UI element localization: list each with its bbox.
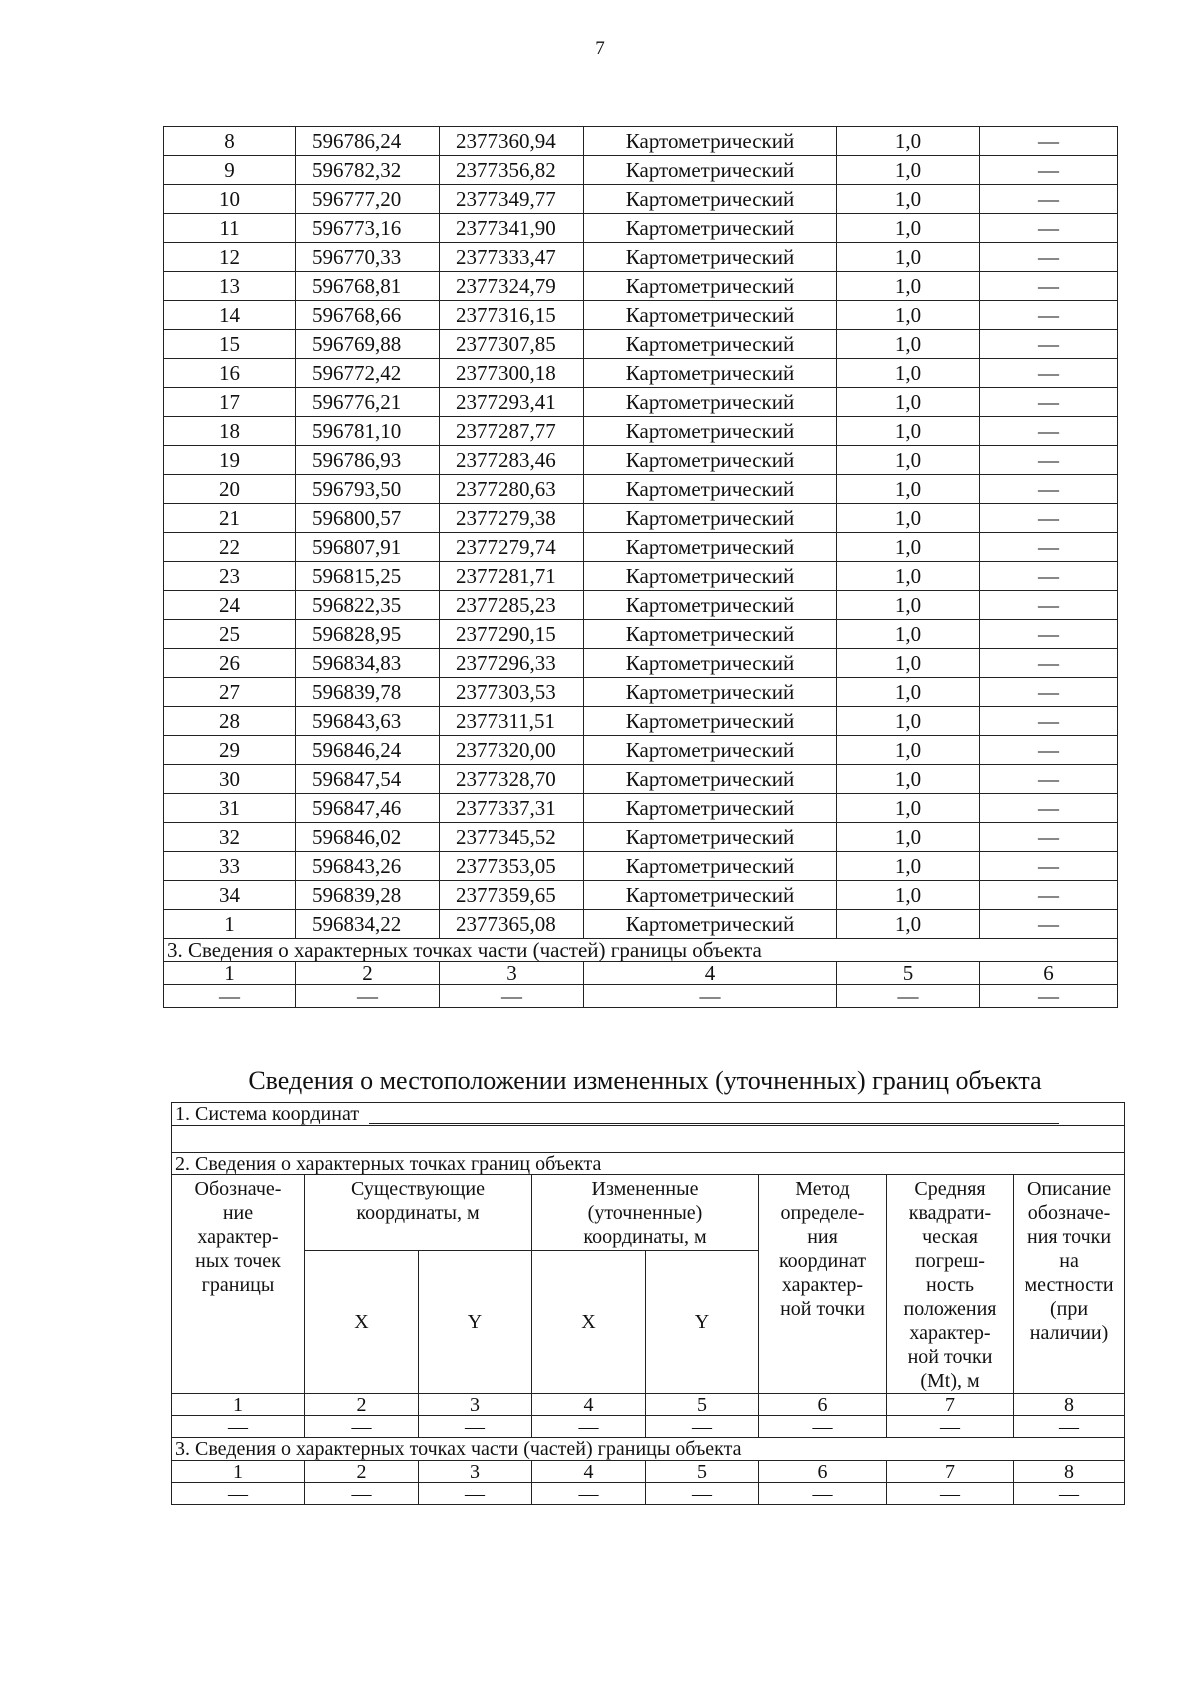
coord-y: 2377365,08 bbox=[440, 910, 584, 939]
point-number: 19 bbox=[164, 446, 296, 475]
description: — bbox=[980, 736, 1118, 765]
error-value: 1,0 bbox=[837, 388, 980, 417]
coord-y: 2377287,77 bbox=[440, 417, 584, 446]
point-number: 21 bbox=[164, 504, 296, 533]
description: — bbox=[980, 272, 1118, 301]
method: Картометрический bbox=[584, 765, 837, 794]
point-number: 32 bbox=[164, 823, 296, 852]
coord-y: 2377353,05 bbox=[440, 852, 584, 881]
table-row bbox=[164, 910, 1118, 939]
description: — bbox=[980, 214, 1118, 243]
column-number: 4 bbox=[532, 1394, 646, 1416]
table-row bbox=[164, 736, 1118, 765]
coord-x: 596843,63 bbox=[296, 707, 440, 736]
method: Картометрический bbox=[584, 620, 837, 649]
dash-cell: — bbox=[419, 1483, 532, 1505]
point-number: 20 bbox=[164, 475, 296, 504]
column-number: 2 bbox=[305, 1461, 419, 1483]
description: — bbox=[980, 243, 1118, 272]
coord-y: 2377328,70 bbox=[440, 765, 584, 794]
section3-title: 3. Сведения о характерных точках части (частей) границы объекта bbox=[164, 939, 1118, 962]
coord-x: 596847,46 bbox=[296, 794, 440, 823]
error-value: 1,0 bbox=[837, 562, 980, 591]
coord-x: 596822,35 bbox=[296, 591, 440, 620]
point-number: 22 bbox=[164, 533, 296, 562]
coord-y: 2377296,33 bbox=[440, 649, 584, 678]
method: Картометрический bbox=[584, 214, 837, 243]
section2-row bbox=[172, 1153, 1125, 1175]
error-value: 1,0 bbox=[837, 620, 980, 649]
description: — bbox=[980, 156, 1118, 185]
table-row bbox=[164, 301, 1118, 330]
error-value: 1,0 bbox=[837, 736, 980, 765]
changed-boundaries-table bbox=[171, 1102, 1125, 1505]
point-number: 15 bbox=[164, 330, 296, 359]
table-row bbox=[164, 794, 1118, 823]
description: — bbox=[980, 852, 1118, 881]
coord-y: 2377303,53 bbox=[440, 678, 584, 707]
coord-y: 2377360,94 bbox=[440, 127, 584, 156]
coord-x: 596815,25 bbox=[296, 562, 440, 591]
description: — bbox=[980, 707, 1118, 736]
dash-cell: — bbox=[1014, 1416, 1125, 1438]
dash-cell: — bbox=[759, 1416, 887, 1438]
column-number-row bbox=[164, 962, 1118, 985]
method: Картометрический bbox=[584, 272, 837, 301]
coord-x: 596782,32 bbox=[296, 156, 440, 185]
column-number: 5 bbox=[646, 1394, 759, 1416]
point-number: 8 bbox=[164, 127, 296, 156]
coord-y: 2377300,18 bbox=[440, 359, 584, 388]
error-value: 1,0 bbox=[837, 359, 980, 388]
section3-row bbox=[172, 1438, 1125, 1461]
coord-x: 596800,57 bbox=[296, 504, 440, 533]
coord-x: 596828,95 bbox=[296, 620, 440, 649]
coord-y: 2377349,77 bbox=[440, 185, 584, 214]
column-number: 6 bbox=[980, 962, 1118, 985]
description: — bbox=[980, 620, 1118, 649]
column-number: 6 bbox=[759, 1394, 887, 1416]
table-row bbox=[164, 678, 1118, 707]
point-number: 28 bbox=[164, 707, 296, 736]
error-value: 1,0 bbox=[837, 794, 980, 823]
point-number: 1 bbox=[164, 910, 296, 939]
error-value: 1,0 bbox=[837, 823, 980, 852]
point-number: 24 bbox=[164, 591, 296, 620]
header-method: Метод определе- ния координат характер- ной точки bbox=[759, 1175, 887, 1394]
coord-x: 596846,24 bbox=[296, 736, 440, 765]
point-number: 34 bbox=[164, 881, 296, 910]
point-number: 12 bbox=[164, 243, 296, 272]
table-row bbox=[164, 620, 1118, 649]
method: Картометрический bbox=[584, 678, 837, 707]
error-value: 1,0 bbox=[837, 678, 980, 707]
column-number: 3 bbox=[419, 1394, 532, 1416]
method: Картометрический bbox=[584, 591, 837, 620]
coord-system-row bbox=[172, 1103, 1125, 1126]
coord-y: 2377337,31 bbox=[440, 794, 584, 823]
description: — bbox=[980, 127, 1118, 156]
coord-x: 596839,78 bbox=[296, 678, 440, 707]
description: — bbox=[980, 330, 1118, 359]
method: Картометрический bbox=[584, 649, 837, 678]
coord-system-underline bbox=[369, 1107, 1059, 1124]
coord-y: 2377345,52 bbox=[440, 823, 584, 852]
coord-y: 2377341,90 bbox=[440, 214, 584, 243]
coord-y: 2377311,51 bbox=[440, 707, 584, 736]
column-number: 5 bbox=[837, 962, 980, 985]
description: — bbox=[980, 562, 1118, 591]
error-value: 1,0 bbox=[837, 765, 980, 794]
dash-cell: — bbox=[532, 1416, 646, 1438]
coord-x: 596843,26 bbox=[296, 852, 440, 881]
method: Картометрический bbox=[584, 736, 837, 765]
header-changed-coords: Измененные (уточненные) координаты, м bbox=[532, 1175, 759, 1251]
method: Картометрический bbox=[584, 156, 837, 185]
description: — bbox=[980, 823, 1118, 852]
error-value: 1,0 bbox=[837, 214, 980, 243]
method: Картометрический bbox=[584, 881, 837, 910]
table-row bbox=[164, 388, 1118, 417]
table-row bbox=[164, 504, 1118, 533]
dash-cell: — bbox=[887, 1483, 1014, 1505]
coord-x: 596768,66 bbox=[296, 301, 440, 330]
coord-x: 596773,16 bbox=[296, 214, 440, 243]
header-changed-x: X bbox=[532, 1251, 646, 1394]
method: Картометрический bbox=[584, 823, 837, 852]
description: — bbox=[980, 475, 1118, 504]
method: Картометрический bbox=[584, 533, 837, 562]
coord-y: 2377333,47 bbox=[440, 243, 584, 272]
error-value: 1,0 bbox=[837, 446, 980, 475]
dash-cell: — bbox=[419, 1416, 532, 1438]
empty-data-row bbox=[164, 985, 1118, 1008]
method: Картометрический bbox=[584, 446, 837, 475]
error-value: 1,0 bbox=[837, 591, 980, 620]
table-row bbox=[164, 127, 1118, 156]
dash-cell: — bbox=[296, 985, 440, 1008]
coord-system-cell bbox=[172, 1103, 1125, 1126]
table-row bbox=[164, 765, 1118, 794]
header-existing-x: X bbox=[305, 1251, 419, 1394]
table-row bbox=[164, 214, 1118, 243]
table-row bbox=[164, 243, 1118, 272]
column-number: 3 bbox=[419, 1461, 532, 1483]
page-number: 7 bbox=[595, 38, 605, 59]
description: — bbox=[980, 678, 1118, 707]
column-number: 3 bbox=[440, 962, 584, 985]
point-number: 29 bbox=[164, 736, 296, 765]
error-value: 1,0 bbox=[837, 533, 980, 562]
column-number: 8 bbox=[1014, 1394, 1125, 1416]
method: Картометрический bbox=[584, 417, 837, 446]
point-number: 14 bbox=[164, 301, 296, 330]
dash-cell: — bbox=[759, 1483, 887, 1505]
error-value: 1,0 bbox=[837, 852, 980, 881]
header-existing-y: Y bbox=[419, 1251, 532, 1394]
dash-cell: — bbox=[837, 985, 980, 1008]
table-row bbox=[164, 417, 1118, 446]
method: Картометрический bbox=[584, 910, 837, 939]
table-row bbox=[164, 562, 1118, 591]
error-value: 1,0 bbox=[837, 156, 980, 185]
column-number: 1 bbox=[172, 1461, 305, 1483]
method: Картометрический bbox=[584, 794, 837, 823]
method: Картометрический bbox=[584, 359, 837, 388]
column-number: 1 bbox=[172, 1394, 305, 1416]
header-error: Средняя квадрати- ческая погреш- ность положения характер- ной точки (Mt), м bbox=[887, 1175, 1014, 1394]
dash-cell: — bbox=[172, 1416, 305, 1438]
table-row bbox=[164, 446, 1118, 475]
coord-x: 596847,54 bbox=[296, 765, 440, 794]
coord-y: 2377293,41 bbox=[440, 388, 584, 417]
point-number: 33 bbox=[164, 852, 296, 881]
coord-x: 596781,10 bbox=[296, 417, 440, 446]
dash-cell: — bbox=[440, 985, 584, 1008]
point-number: 16 bbox=[164, 359, 296, 388]
dash-cell: — bbox=[887, 1416, 1014, 1438]
column-number: 8 bbox=[1014, 1461, 1125, 1483]
point-number: 30 bbox=[164, 765, 296, 794]
header-row bbox=[172, 1175, 1125, 1251]
header-existing-coords: Существующие координаты, м bbox=[305, 1175, 532, 1251]
table-row bbox=[164, 852, 1118, 881]
method: Картометрический bbox=[584, 562, 837, 591]
description: — bbox=[980, 881, 1118, 910]
coord-y: 2377283,46 bbox=[440, 446, 584, 475]
header-changed-y: Y bbox=[646, 1251, 759, 1394]
dash-cell: — bbox=[980, 985, 1118, 1008]
dash-cell: — bbox=[646, 1483, 759, 1505]
table-row bbox=[164, 649, 1118, 678]
method: Картометрический bbox=[584, 330, 837, 359]
point-number: 9 bbox=[164, 156, 296, 185]
coord-x: 596807,91 bbox=[296, 533, 440, 562]
coord-x: 596839,28 bbox=[296, 881, 440, 910]
point-number: 11 bbox=[164, 214, 296, 243]
coord-y: 2377281,71 bbox=[440, 562, 584, 591]
column-number: 7 bbox=[887, 1394, 1014, 1416]
method: Картометрический bbox=[584, 504, 837, 533]
dash-cell: — bbox=[532, 1483, 646, 1505]
table-row bbox=[164, 591, 1118, 620]
point-number: 27 bbox=[164, 678, 296, 707]
table-row bbox=[164, 185, 1118, 214]
method: Картометрический bbox=[584, 388, 837, 417]
description: — bbox=[980, 388, 1118, 417]
point-number: 23 bbox=[164, 562, 296, 591]
column-number: 4 bbox=[584, 962, 837, 985]
column-number-row bbox=[172, 1394, 1125, 1416]
coord-x: 596793,50 bbox=[296, 475, 440, 504]
description: — bbox=[980, 185, 1118, 214]
coord-y: 2377285,23 bbox=[440, 591, 584, 620]
error-value: 1,0 bbox=[837, 243, 980, 272]
coord-x: 596786,93 bbox=[296, 446, 440, 475]
error-value: 1,0 bbox=[837, 910, 980, 939]
error-value: 1,0 bbox=[837, 127, 980, 156]
coord-y: 2377279,74 bbox=[440, 533, 584, 562]
boundary-points-table bbox=[163, 126, 1118, 1008]
method: Картометрический bbox=[584, 852, 837, 881]
header-point-designation: Обозначе- ние характер- ных точек границы bbox=[172, 1175, 305, 1394]
point-number: 31 bbox=[164, 794, 296, 823]
coord-x: 596786,24 bbox=[296, 127, 440, 156]
dash-cell: — bbox=[1014, 1483, 1125, 1505]
error-value: 1,0 bbox=[837, 272, 980, 301]
table-section-row bbox=[164, 939, 1118, 962]
description: — bbox=[980, 649, 1118, 678]
dash-cell: — bbox=[646, 1416, 759, 1438]
boundary-points-table-body bbox=[164, 127, 1118, 939]
method: Картометрический bbox=[584, 127, 837, 156]
description: — bbox=[980, 794, 1118, 823]
coord-x: 596768,81 bbox=[296, 272, 440, 301]
empty-data-row bbox=[172, 1416, 1125, 1438]
coord-x: 596834,22 bbox=[296, 910, 440, 939]
coord-y: 2377307,85 bbox=[440, 330, 584, 359]
method: Картометрический bbox=[584, 301, 837, 330]
section2-title: 2. Сведения о характерных точках границ объекта bbox=[172, 1153, 1125, 1175]
error-value: 1,0 bbox=[837, 417, 980, 446]
error-value: 1,0 bbox=[837, 881, 980, 910]
point-number: 25 bbox=[164, 620, 296, 649]
coord-y: 2377290,15 bbox=[440, 620, 584, 649]
column-number: 6 bbox=[759, 1461, 887, 1483]
coord-y: 2377320,00 bbox=[440, 736, 584, 765]
column-number: 1 bbox=[164, 962, 296, 985]
coord-x: 596770,33 bbox=[296, 243, 440, 272]
column-number: 5 bbox=[646, 1461, 759, 1483]
table-row bbox=[164, 272, 1118, 301]
point-number: 10 bbox=[164, 185, 296, 214]
description: — bbox=[980, 533, 1118, 562]
coord-y: 2377279,38 bbox=[440, 504, 584, 533]
table-row bbox=[164, 475, 1118, 504]
column-number: 7 bbox=[887, 1461, 1014, 1483]
description: — bbox=[980, 446, 1118, 475]
coord-system-value-row bbox=[172, 1126, 1125, 1153]
dash-cell: — bbox=[305, 1483, 419, 1505]
point-number: 17 bbox=[164, 388, 296, 417]
coord-system-value bbox=[172, 1126, 1125, 1153]
table-row bbox=[164, 823, 1118, 852]
dash-cell: — bbox=[172, 1483, 305, 1505]
coord-x: 596772,42 bbox=[296, 359, 440, 388]
table-row bbox=[164, 707, 1118, 736]
coord-system-label: 1. Система координат bbox=[175, 1103, 360, 1125]
column-number: 2 bbox=[305, 1394, 419, 1416]
coord-x: 596846,02 bbox=[296, 823, 440, 852]
method: Картометрический bbox=[584, 243, 837, 272]
coord-x: 596776,21 bbox=[296, 388, 440, 417]
error-value: 1,0 bbox=[837, 504, 980, 533]
description: — bbox=[980, 301, 1118, 330]
coord-y: 2377359,65 bbox=[440, 881, 584, 910]
method: Картометрический bbox=[584, 707, 837, 736]
error-value: 1,0 bbox=[837, 475, 980, 504]
description: — bbox=[980, 417, 1118, 446]
dash-cell: — bbox=[584, 985, 837, 1008]
error-value: 1,0 bbox=[837, 330, 980, 359]
table-row bbox=[164, 881, 1118, 910]
error-value: 1,0 bbox=[837, 185, 980, 214]
method: Картометрический bbox=[584, 475, 837, 504]
description: — bbox=[980, 504, 1118, 533]
column-number-row bbox=[172, 1461, 1125, 1483]
column-number: 2 bbox=[296, 962, 440, 985]
column-number: 4 bbox=[532, 1461, 646, 1483]
error-value: 1,0 bbox=[837, 707, 980, 736]
table-row bbox=[164, 156, 1118, 185]
dash-cell: — bbox=[164, 985, 296, 1008]
description: — bbox=[980, 910, 1118, 939]
coord-x: 596834,83 bbox=[296, 649, 440, 678]
point-number: 26 bbox=[164, 649, 296, 678]
coord-y: 2377316,15 bbox=[440, 301, 584, 330]
method: Картометрический bbox=[584, 185, 837, 214]
coord-y: 2377356,82 bbox=[440, 156, 584, 185]
description: — bbox=[980, 765, 1118, 794]
error-value: 1,0 bbox=[837, 301, 980, 330]
section3-title: 3. Сведения о характерных точках части (частей) границы объекта bbox=[172, 1438, 1125, 1461]
description: — bbox=[980, 591, 1118, 620]
header-description: Описание обозначе- ния точки на местности (при наличии) bbox=[1014, 1175, 1125, 1394]
dash-cell: — bbox=[305, 1416, 419, 1438]
point-number: 13 bbox=[164, 272, 296, 301]
section-title: Сведения о местоположении измененных (уточненных) границ объекта bbox=[248, 1066, 1042, 1095]
error-value: 1,0 bbox=[837, 649, 980, 678]
coord-x: 596769,88 bbox=[296, 330, 440, 359]
table-row bbox=[164, 533, 1118, 562]
table-row bbox=[164, 330, 1118, 359]
coord-y: 2377280,63 bbox=[440, 475, 584, 504]
table-row bbox=[164, 359, 1118, 388]
empty-data-row bbox=[172, 1483, 1125, 1505]
point-number: 18 bbox=[164, 417, 296, 446]
description: — bbox=[980, 359, 1118, 388]
coord-x: 596777,20 bbox=[296, 185, 440, 214]
coord-y: 2377324,79 bbox=[440, 272, 584, 301]
